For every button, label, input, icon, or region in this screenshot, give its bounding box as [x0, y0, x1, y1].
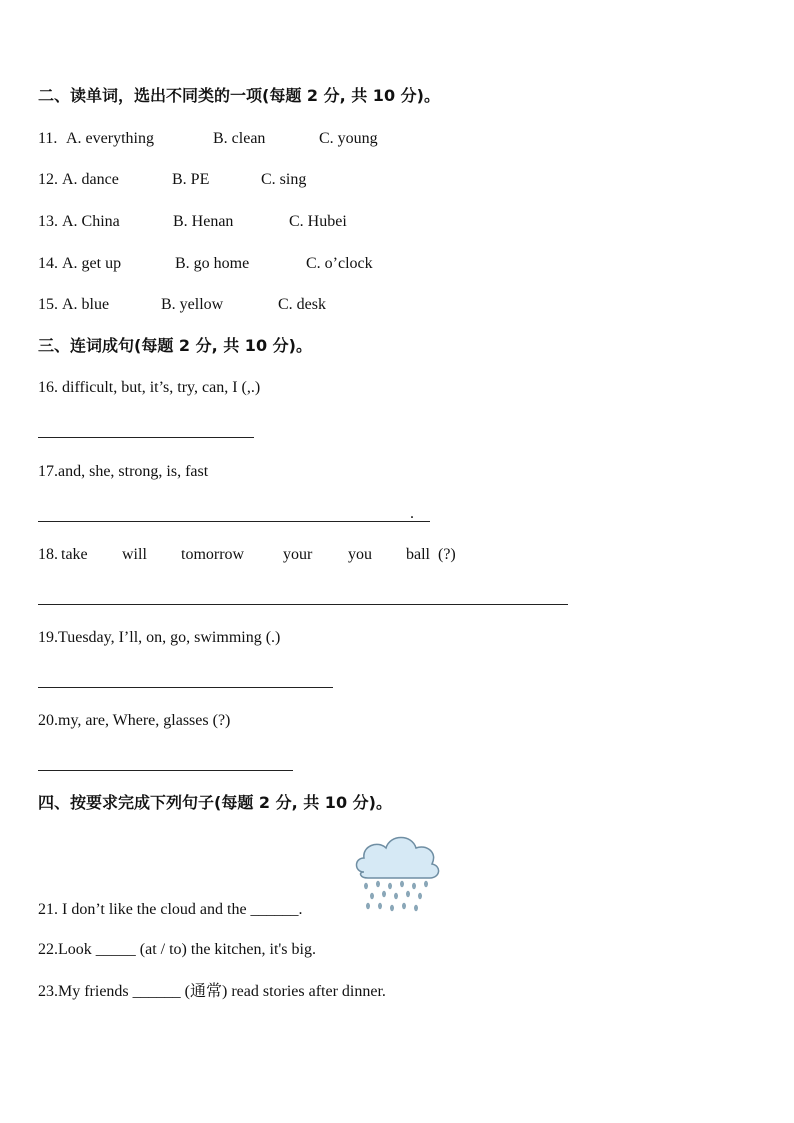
word: you — [348, 546, 372, 563]
option-a: A. everything — [66, 130, 154, 147]
question-16-text: 16. difficult, but, it’s, try, can, I (,.) — [38, 379, 261, 396]
option-b: B. go home — [175, 255, 250, 272]
option-c: C. Hubei — [289, 213, 347, 230]
option-b: B. Henan — [173, 213, 234, 230]
question-number: 13. — [38, 213, 58, 230]
word: will — [122, 546, 147, 563]
section-3-heading: 三、连词成句(每题 2 分, 共 10 分)。 — [38, 336, 312, 355]
answer-line-18[interactable] — [38, 604, 568, 605]
question-21-text: 21. I don’t like the cloud and the ______. — [38, 901, 303, 918]
option-b: B. yellow — [161, 296, 224, 313]
option-b: B. PE — [172, 171, 210, 188]
question-number: 12. — [38, 171, 58, 188]
question-number: 11. — [38, 130, 58, 147]
word: take — [61, 546, 88, 563]
option-b: B. clean — [213, 130, 266, 147]
answer-line-20[interactable] — [38, 770, 293, 771]
answer-line-17[interactable] — [38, 521, 430, 522]
option-c: C. sing — [261, 171, 307, 188]
rain-cloud-icon — [352, 830, 442, 914]
question-20-text: 20.my, are, Where, glasses (?) — [38, 712, 231, 729]
word: ball — [406, 546, 430, 563]
word: tomorrow — [181, 546, 245, 563]
question-number: 15. — [38, 296, 58, 313]
option-c: C. o’clock — [306, 255, 373, 272]
section-2-heading: 二、读单词，选出不同类的一项(每题 2 分, 共 10 分)。 — [38, 86, 440, 105]
answer-line-16[interactable] — [38, 437, 254, 438]
option-c: C. desk — [278, 296, 326, 313]
answer-line-19[interactable] — [38, 687, 333, 688]
word: (?) — [438, 546, 456, 563]
question-17-period: . — [410, 505, 414, 522]
option-c: C. young — [319, 130, 378, 147]
question-19-text: 19.Tuesday, I’ll, on, go, swimming (.) — [38, 629, 281, 646]
question-23-text: 23.My friends ______ (通常) read stories after dinner. — [38, 983, 386, 1000]
option-a: A. get up — [62, 255, 122, 272]
question-number: 14. — [38, 255, 58, 272]
option-a: A. dance — [62, 171, 119, 188]
section-4-heading: 四、按要求完成下列句子(每题 2 分, 共 10 分)。 — [38, 793, 392, 812]
question-number: 18. — [38, 546, 58, 563]
option-a: A. China — [62, 213, 120, 230]
question-22-text: 22.Look _____ (at / to) the kitchen, it's big. — [38, 941, 316, 958]
option-a: A. blue — [62, 296, 110, 313]
word: your — [283, 546, 313, 563]
question-17-text: 17.and, she, strong, is, fast — [38, 463, 209, 480]
